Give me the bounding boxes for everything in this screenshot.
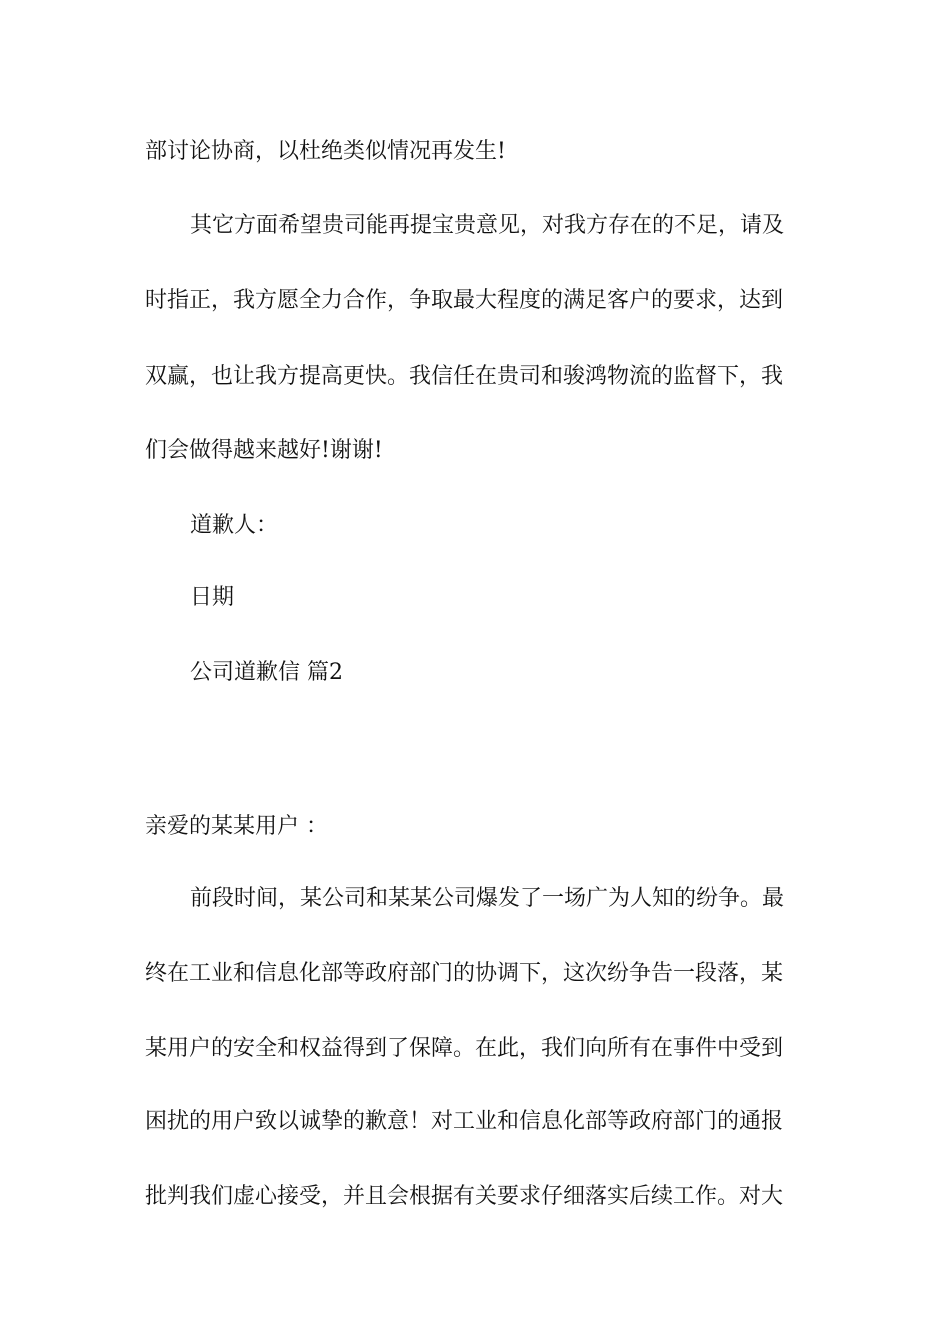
date-label: 日期 bbox=[190, 585, 235, 610]
paragraph-line: 困扰的用户致以诚挚的歉意！对工业和信息化部等政府部门的通报 bbox=[145, 1109, 784, 1134]
paragraph-line: 双赢，也让我方提高更快。我信任在贵司和骏鸿物流的监督下，我 bbox=[145, 364, 784, 389]
signature-label: 道歉人： bbox=[190, 513, 279, 538]
paragraph-line: 某用户的安全和权益得到了保障。在此，我们向所有在事件中受到 bbox=[145, 1036, 784, 1061]
paragraph-line: 批判我们虚心接受，并且会根据有关要求仔细落实后续工作。对大 bbox=[145, 1184, 784, 1209]
paragraph-line: 终在工业和信息化部等政府部门的协调下，这次纷争告一段落，某 bbox=[145, 961, 784, 986]
section-heading: 公司道歉信 篇2 bbox=[190, 660, 343, 685]
salutation: 亲爱的某某用户 ： bbox=[145, 814, 328, 839]
paragraph-line: 部讨论协商，以杜绝类似情况再发生! bbox=[145, 139, 506, 164]
paragraph-line: 前段时间，某公司和某某公司爆发了一场广为人知的纷争。最 bbox=[190, 886, 785, 911]
paragraph-line: 们会做得越来越好!谢谢! bbox=[145, 438, 383, 463]
paragraph-line: 其它方面希望贵司能再提宝贵意见，对我方存在的不足，请及 bbox=[190, 213, 785, 238]
paragraph-line: 时指正，我方愿全力合作，争取最大程度的满足客户的要求，达到 bbox=[145, 288, 784, 313]
